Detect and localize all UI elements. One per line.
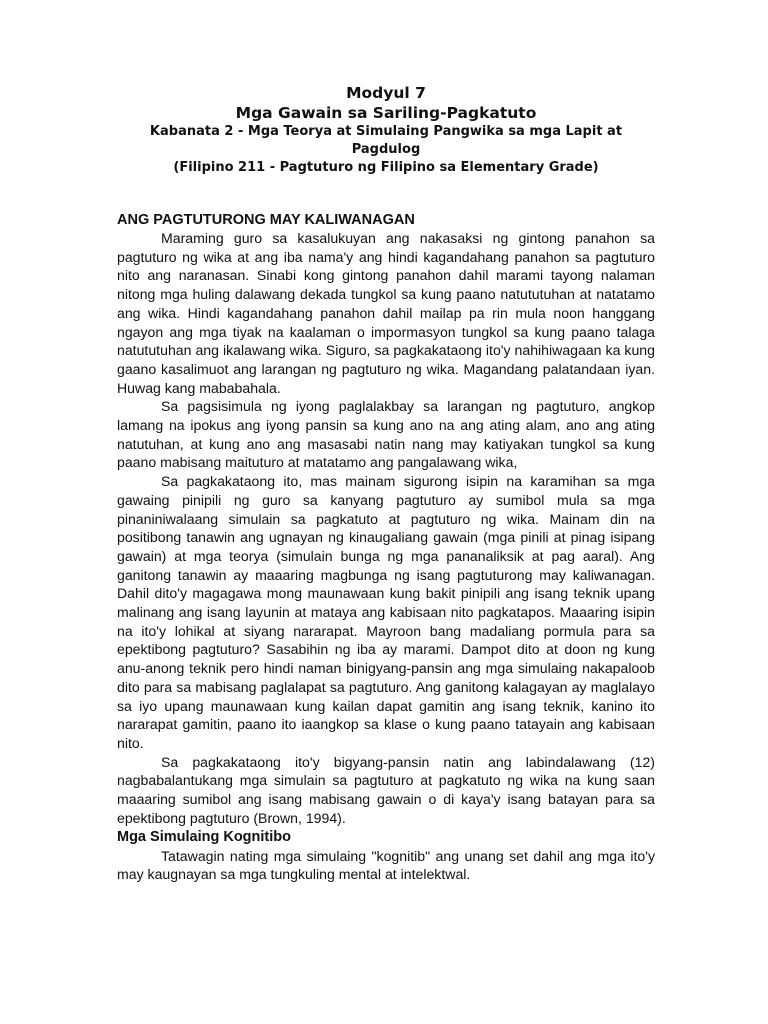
- paragraph: Sa pagkakataong ito, mas mainam sigurong isipin na karamihan sa mga gawaing pinipili ng guro sa kanyang pagtuturo ay sumibol mula sa mga pinaniniwalaang simulain sa pagkatuto at pagtuturo ng wika. Mainam din na positibong tanawin ang ugnayan ng kinaugaliang gawain (mga pinili at pinag isipang gawain) at mga teorya (simulain bunga ng mga pananaliksik at pag aaral). Ang ganitong tanawin ay maaaring magbunga ng isang pagtuturong may kaliwanagan. Dahil dito'y magagawa mong maunawaan kung bakit pinipili ang isang teknik upang malinang ang isang layunin at mataya ang kabisaan nito pagkatapos. Maaaring isipin na ito'y lohikal at siyang nararapat. Mayroon bang madaliang pormula para sa epektibong pagtuturo? Sasabihin ng iba ay marami. Dampot dito at doon ng kung anu-anong teknik pero hindi naman binigyang-pansin ang mga simulaing nakapaloob dito para sa mabisang paglalapat sa pagtuturo. Ang ganitong kalagayan ay maglalayo sa iyo upang maunawaan kung kailan dapat gamitin ang isang teknik, kanino ito nararapat gamitin, paano ito iaangkop sa klase o kung paano tatayain ang kabisaan nito.: [117, 473, 655, 751]
- chapter-title: Kabanata 2 - Mga Teorya at Simulaing Pangwika sa mga Lapit at Pagdulog: [149, 124, 623, 157]
- module-title: Mga Gawain sa Sariling-Pagkatuto: [235, 104, 537, 122]
- section-title: ANG PAGTUTURONG MAY KALIWANAGAN: [117, 212, 415, 228]
- paragraph: Tatawagin nating mga simulaing "kognitib" ang unang set dahil ang mga ito'y may kaugnayan sa mga tungkuling mental at intelektwal.: [117, 847, 655, 883]
- paragraph: Sa pagkakataong ito'y bigyang-pansin natin ang labindalawang (12) nagbabalantukang mga simulain sa pagtuturo at pagkatuto ng wika na kung saan maaaring sumibol ang isang mabisang gawain o di kaya'y isang batayan para sa epektibong pagtuturo (Brown, 1994).: [117, 753, 655, 826]
- document-header: [117, 84, 655, 177]
- paragraph: Sa pagsisimula ng iyong paglalakbay sa larangan ng pagtuturo, angkop lamang na ipokus ang iyong pansin sa kung ano na ang ating alam, ano ang ating natutuhan, at kung ano ang masasabi natin nang may katiyakan tungkol sa kung paano mabisang maituturo at matatamo ang pangalawang wika,: [117, 398, 655, 471]
- subsection-title: Mga Simulaing Kognitibo: [117, 828, 291, 845]
- module-number: Modyul 7: [346, 84, 426, 102]
- paragraph: Maraming guro sa kasalukuyan ang nakasaksi ng gintong panahon sa pagtuturo ng wika at ang iba nama'y ang hindi kagandahang panahon sa pagtuturo nito ang naranasan. Sinabi kong gintong panahon dahil marami tayong nalaman nitong mga huling dalawang dekada tungkol sa kung paano natututuhan at natatamo ang wika. Hindi kagandahang panahon dahil mailap pa rin mula noon hanggang ngayon ang mga tiyak na kaalaman o impormasyon tungkol sa kung paano talaga natututuhan ang ikalawang wika. Siguro, sa pagkakataong ito'y nahihiwagaan ka kung gaano kasalimuot ang larangan ng pagtuturo ng wika. Magandang palatandaan iyan. Huwag kang mababahala.: [117, 230, 655, 396]
- course-title: (Filipino 211 - Pagtuturo ng Filipino sa Elementary Grade): [173, 160, 599, 175]
